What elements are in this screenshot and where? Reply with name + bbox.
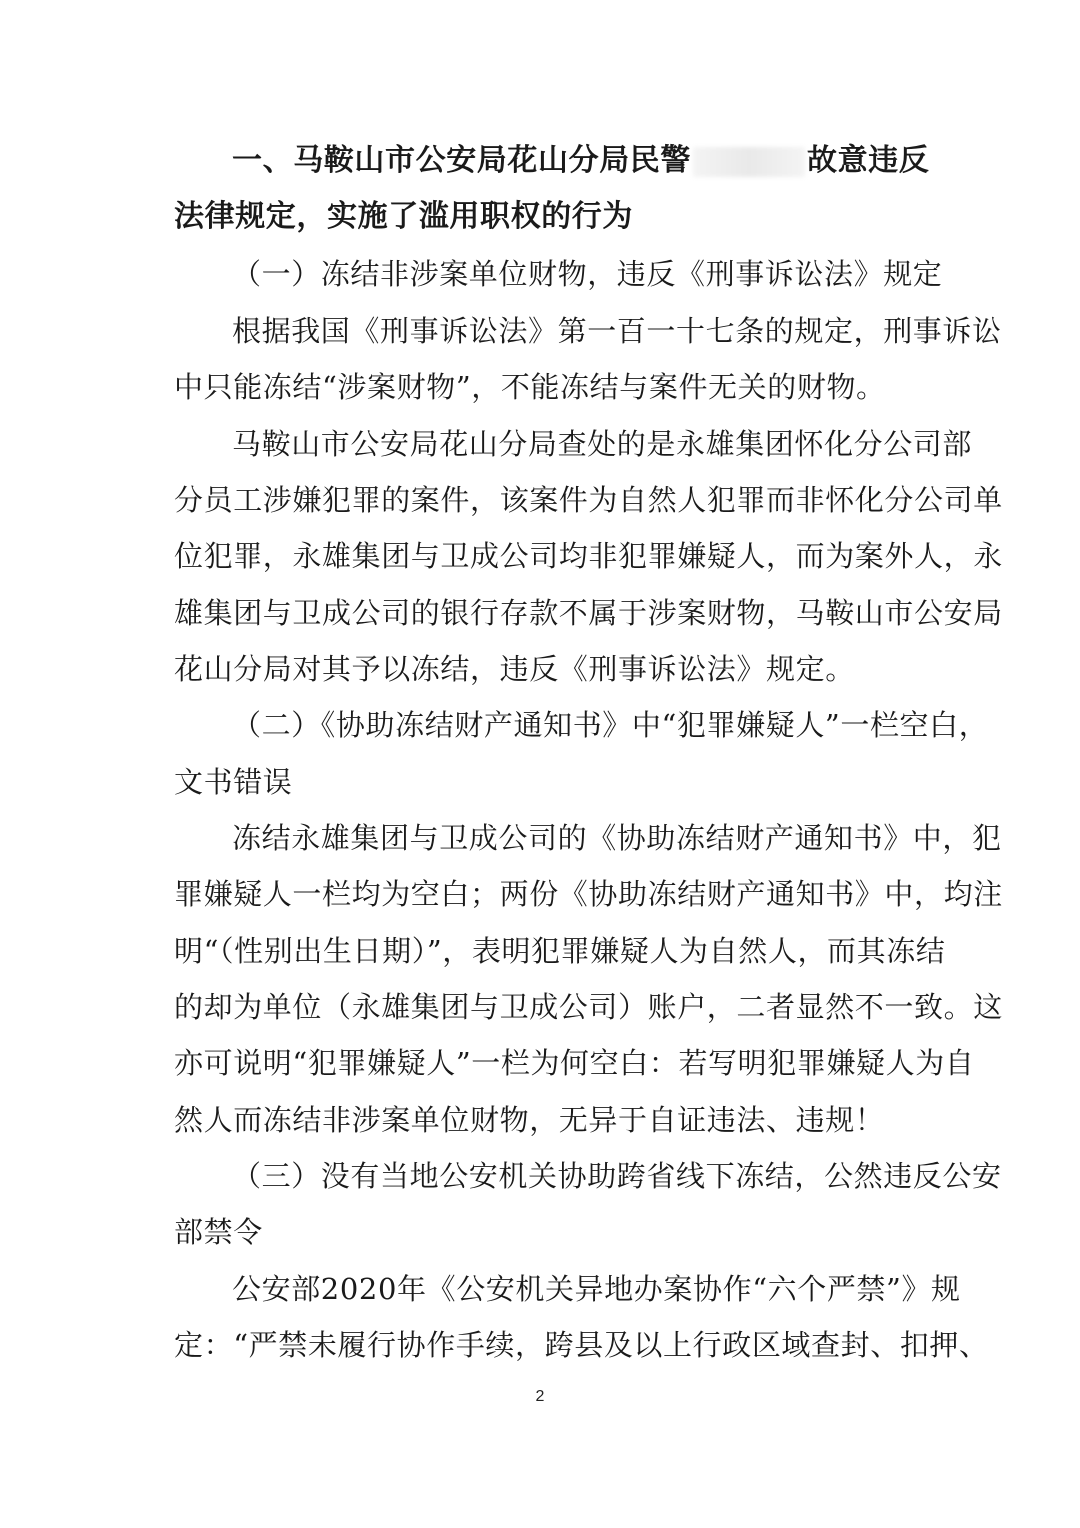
heading-text-start: 一、马鞍山市公安局花山分局民警 bbox=[232, 143, 691, 178]
heading-line-1 bbox=[174, 141, 930, 181]
redacted-name bbox=[693, 147, 805, 177]
paragraph-line: 定：“严禁未履行协作手续，跨县及以上行政区域查封、扣押、 bbox=[174, 1328, 989, 1362]
paragraph-line: 分员工涉嫌犯罪的案件，该案件为自然人犯罪而非怀化分公司单 bbox=[174, 483, 1003, 517]
section-3-title: （三）没有当地公安机关协助跨省线下冻结，公然违反公安 bbox=[232, 1159, 1002, 1193]
paragraph-line: 花山分局对其予以冻结，违反《刑事诉讼法》规定。 bbox=[174, 652, 855, 686]
paragraph-line: 冻结永雄集团与卫成公司的《协助冻结财产通知书》中，犯 bbox=[232, 821, 1002, 855]
heading-text-end: 故意违反 bbox=[807, 143, 930, 178]
paragraph-line: 亦可说明“犯罪嫌疑人”一栏为何空白：若写明犯罪嫌疑人为自 bbox=[174, 1046, 975, 1080]
section-3-title-cont: 部禁令 bbox=[174, 1215, 263, 1249]
paragraph-line: 中只能冻结“涉案财物”，不能冻结与案件无关的财物。 bbox=[174, 370, 886, 404]
paragraph-line: 然人而冻结非涉案单位财物，无异于自证违法、违规！ bbox=[174, 1103, 885, 1137]
section-1-title: （一）冻结非涉案单位财物，违反《刑事诉讼法》规定 bbox=[232, 257, 943, 291]
paragraph-line: 的却为单位（永雄集团与卫成公司）账户，二者显然不一致。这 bbox=[174, 990, 1003, 1024]
paragraph-line: 位犯罪，永雄集团与卫成公司均非犯罪嫌疑人，而为案外人，永 bbox=[174, 539, 1003, 573]
paragraph-line: 明“（性别出生日期）”，表明犯罪嫌疑人为自然人，而其冻结 bbox=[174, 934, 946, 968]
page-number: 2 bbox=[535, 1388, 545, 1405]
paragraph-line: 根据我国《刑事诉讼法》第一百一十七条的规定，刑事诉讼 bbox=[232, 314, 1002, 348]
section-2-title-cont: 文书错误 bbox=[174, 765, 293, 799]
section-2-title: （二）《协助冻结财产通知书》中“犯罪嫌疑人”一栏空白， bbox=[232, 708, 989, 742]
paragraph-line: 公安部2020年《公安机关异地办案协作“六个严禁”》规 bbox=[232, 1272, 961, 1306]
paragraph-line: 马鞍山市公安局花山分局查处的是永雄集团怀化分公司部 bbox=[232, 427, 973, 461]
paragraph-line: 罪嫌疑人一栏均为空白；两份《协助冻结财产通知书》中，均注 bbox=[174, 877, 1003, 911]
heading-line-2: 法律规定，实施了滥用职权的行为 bbox=[174, 199, 633, 234]
paragraph-line: 雄集团与卫成公司的银行存款不属于涉案财物，马鞍山市公安局 bbox=[174, 596, 1003, 630]
